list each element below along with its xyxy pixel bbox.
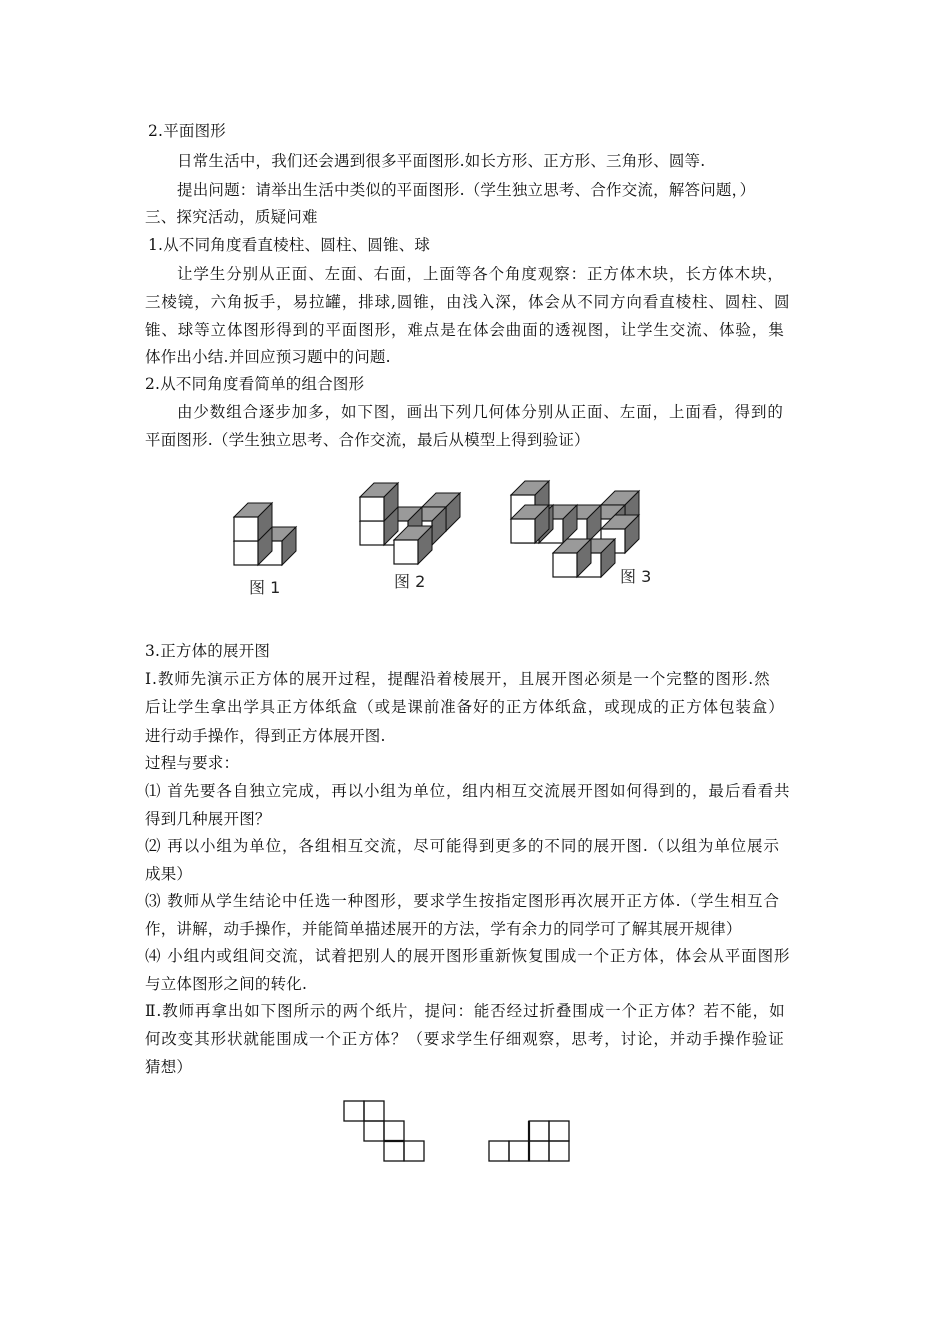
figure-1-caption: 图 1 [249, 578, 281, 597]
process-title: 过程与要求： [145, 754, 240, 772]
paragraph-line: 三棱镜，六角扳手，易拉罐，排球,圆锥，由浅入深，体会从不同方向看直棱柱、圆柱、圆 [145, 293, 791, 311]
paragraph-line: 体作出小结.并回应预习题中的问题. [145, 348, 391, 366]
net-left [344, 1101, 424, 1161]
paragraph-line: Ⅰ.教师先演示正方体的展开过程，提醒沿着棱展开，且展开图必须是一个完整的图形.然 [145, 670, 771, 688]
step-line: ⑶ 教师从学生结论中任选一种图形，要求学生按指定图形再次展开正方体.（学生相互合 [145, 892, 780, 910]
subsection-heading: 2.从不同角度看简单的组合图形 [145, 375, 365, 393]
net-right [489, 1121, 569, 1161]
step-line: 作，讲解，动手操作，并能简单描述展开的方法，学有余力的同学可了解其展开规律） [145, 920, 742, 938]
paragraph-line: 由少数组合逐步加多，如下图，画出下列几何体分别从正面、左面，上面看，得到的 [177, 403, 784, 421]
part-heading: 三、探究活动，质疑问难 [145, 208, 318, 226]
step-line: 与立体图形之间的转化. [145, 975, 308, 993]
step-line: 成果） [145, 865, 193, 883]
paragraph-line: 让学生分别从正面、左面、右面，上面等各个角度观察：正方体木块，长方体木块， [177, 265, 784, 283]
paragraph-line: 平面图形.（学生独立思考、合作交流，最后从模型上得到验证） [145, 431, 590, 449]
figure-3-caption: 图 3 [620, 567, 652, 586]
subsection-heading: 3.正方体的展开图 [145, 642, 271, 660]
paragraph-line: 后让学生拿出学具正方体纸盒（或是课前准备好的正方体纸盒，或现成的正方体包装盒） [145, 698, 785, 716]
step-line: ⑴ 首先要各自独立完成，再以小组为单位，组内相互交流展开图如何得到的，最后看看共 [145, 782, 791, 800]
paragraph-line: 何改变其形状就能围成一个正方体？（要求学生仔细观察，思考，讨论，并动手操作验证 [145, 1030, 785, 1048]
paragraph-line: 猜想） [145, 1058, 193, 1076]
paragraph-line: 进行动手操作，得到正方体展开图. [145, 727, 386, 745]
paragraph: 提出问题：请举出生活中类似的平面图形.（学生独立思考、合作交流，解答问题，） [177, 181, 756, 199]
step-line: ⑵ 再以小组为单位，各组相互交流，尽可能得到更多的不同的展开图.（以组为单位展示 [145, 837, 780, 855]
subsection-heading: 1.从不同角度看直棱柱、圆柱、圆锥、球 [148, 236, 431, 254]
step-line: 得到几种展开图？ [145, 810, 271, 828]
section-heading: 2.平面图形 [148, 122, 226, 140]
paragraph-line: 锥、球等立体图形得到的平面图形，难点是在体会曲面的透视图，让学生交流、体验，集 [145, 321, 785, 339]
paragraph-line: Ⅱ.教师再拿出如下图所示的两个纸片，提问：能否经过折叠围成一个正方体？若不能，如 [145, 1002, 786, 1020]
figure-2-caption: 图 2 [394, 572, 426, 591]
step-line: ⑷ 小组内或组间交流，试着把别人的展开图形重新恢复围成一个正方体，体会从平面图形 [145, 947, 791, 965]
paragraph: 日常生活中，我们还会遇到很多平面图形.如长方形、正方形、三角形、圆等. [177, 152, 706, 170]
